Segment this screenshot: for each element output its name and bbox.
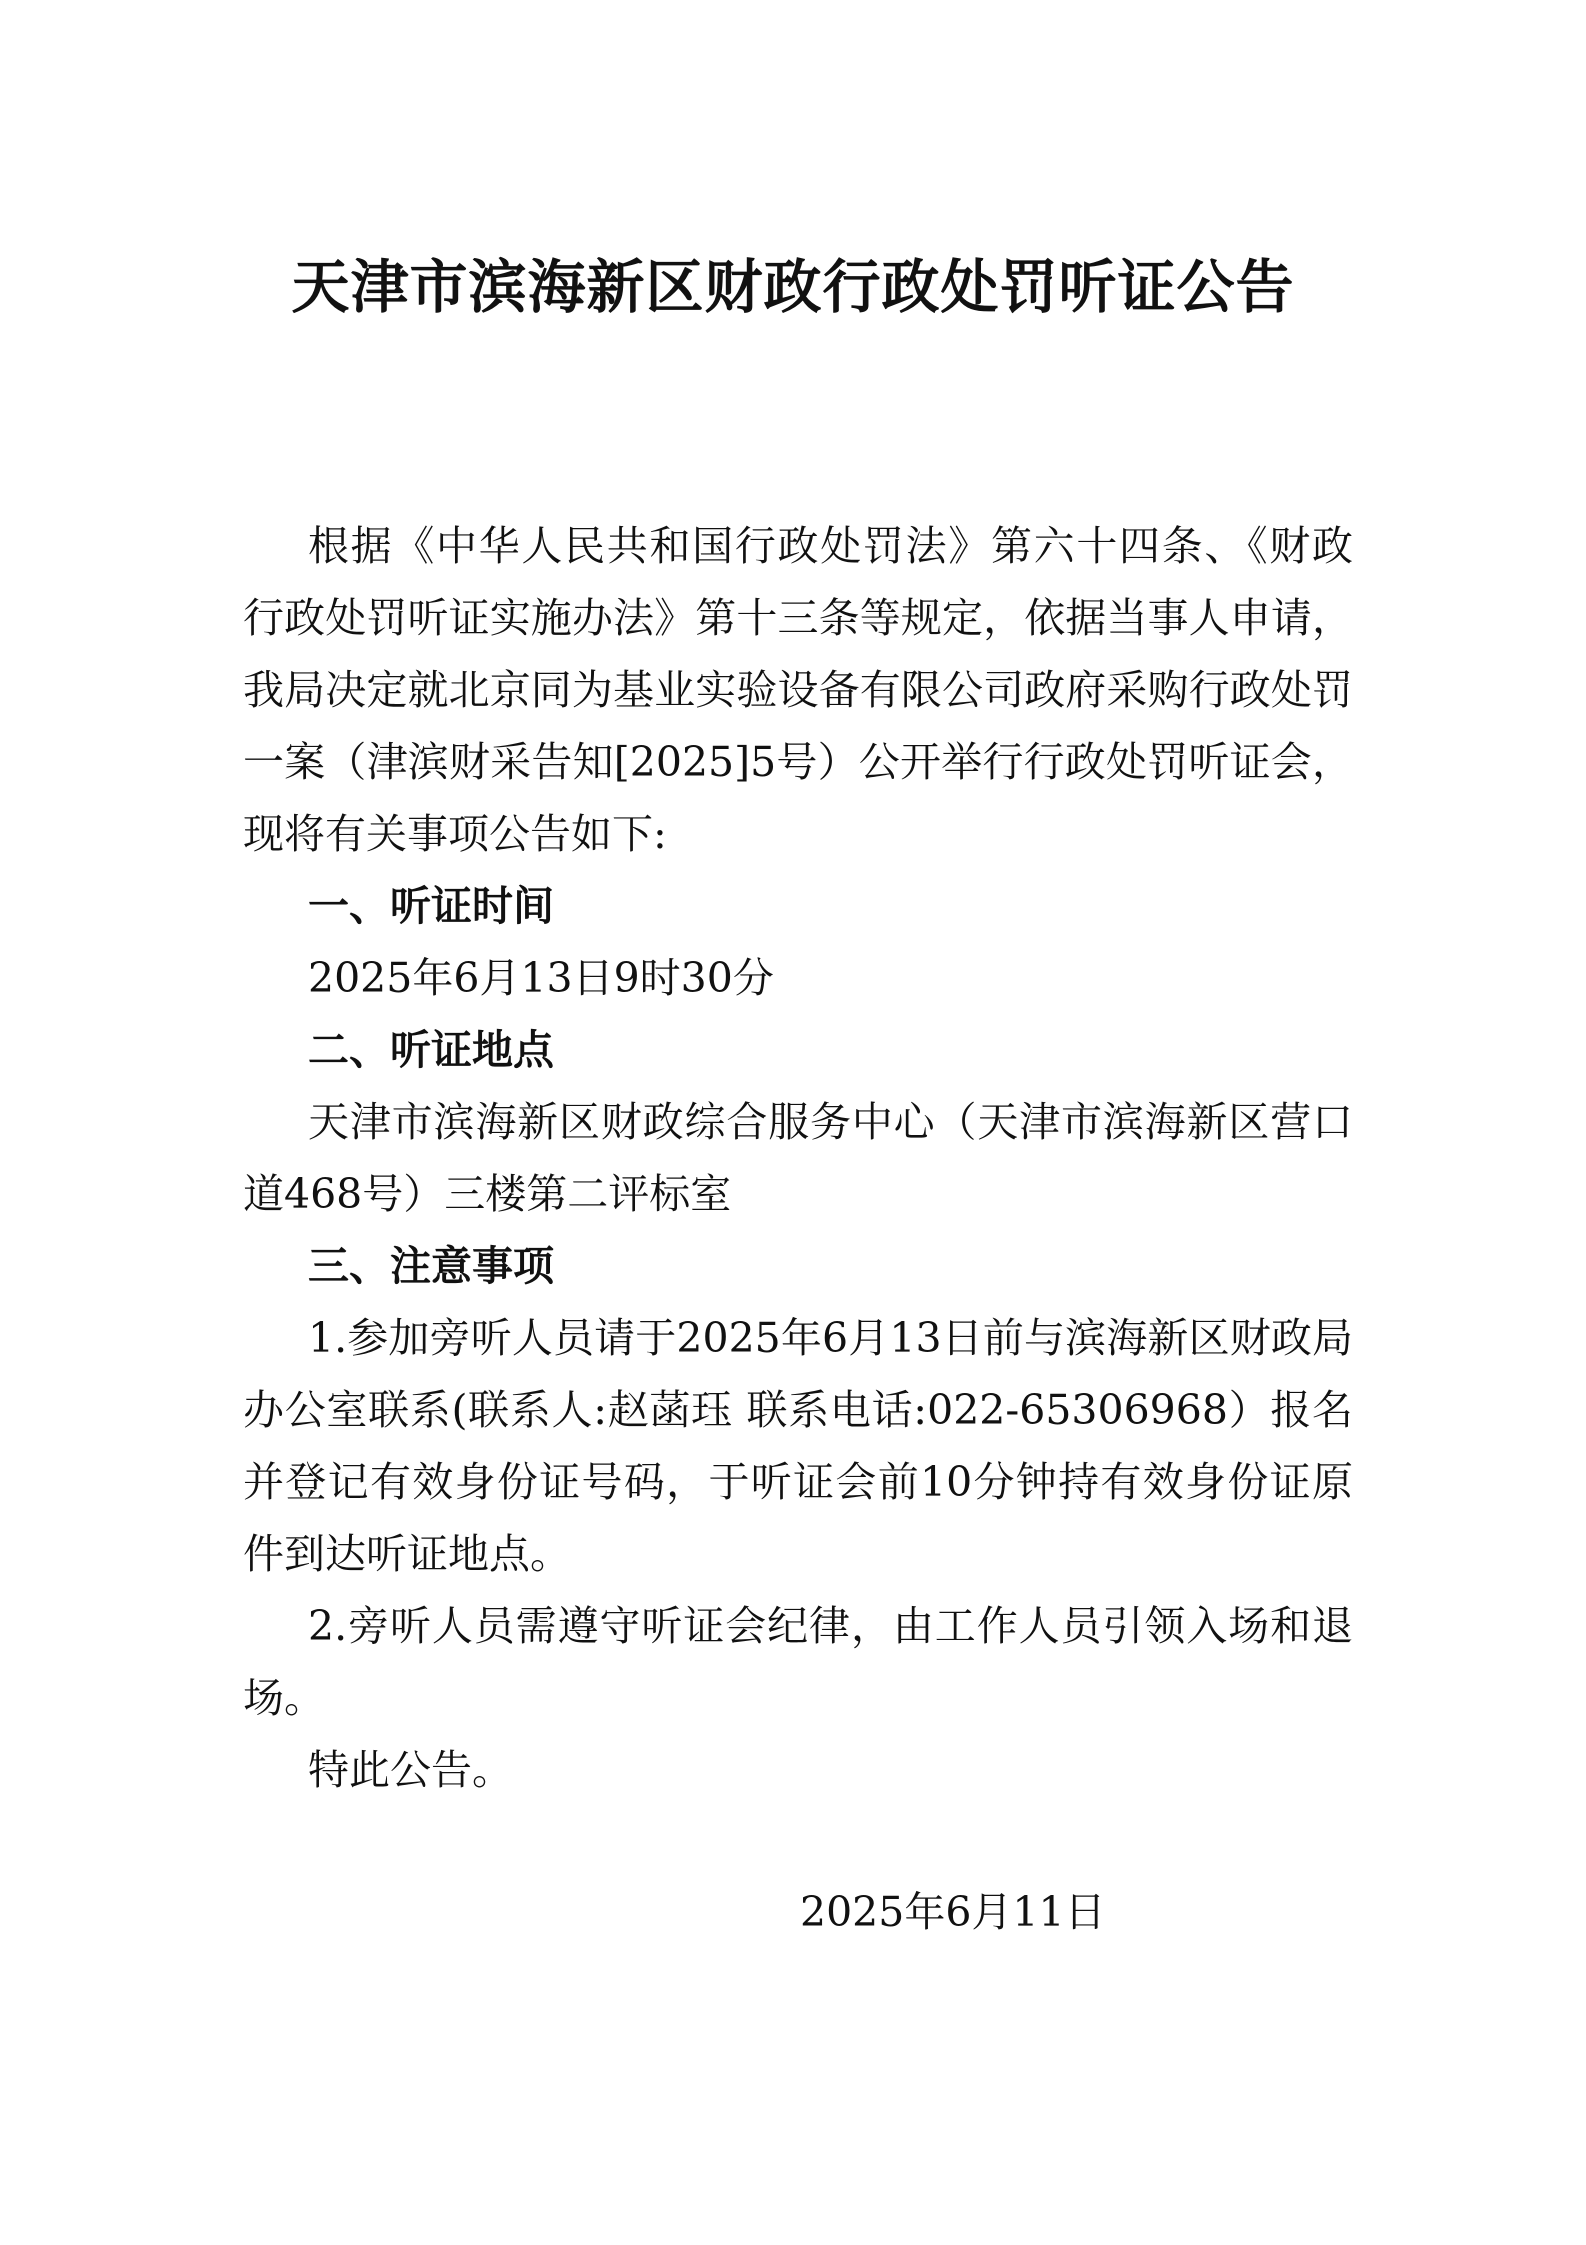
- section-heading-time: 一、听证时间: [308, 882, 554, 930]
- section-heading-notes: 三、注意事项: [308, 1242, 554, 1290]
- issue-date: 2025年6月11日: [800, 1888, 1106, 1936]
- closing-line: 特此公告。: [308, 1746, 513, 1794]
- section-heading-location: 二、听证地点: [308, 1026, 554, 1074]
- document-body: [243, 510, 1353, 1806]
- hearing-time: 2025年6月13日9时30分: [308, 954, 774, 1002]
- intro-paragraph: 根据《中华人民共和国行政处罚法》第六十四条、《财政行政处罚听证实施办法》第十三条等规定，依据当事人申请，我局决定就北京同为基业实验设备有限公司政府采购行政处罚一案（津滨财采告知[2025]5号）公开举行行政处罚听证会，现将有关事项公告如下:: [243, 522, 1353, 858]
- document-title: 天津市滨海新区财政行政处罚听证公告: [291, 253, 1295, 321]
- note-item-1: 1.参加旁听人员请于2025年6月13日前与滨海新区财政局办公室联系(联系人:赵菡珏 联系电话:022-65306968）报名并登记有效身份证号码，于听证会前10分钟持有效身份证原件到达听证地点。: [243, 1314, 1353, 1578]
- hearing-location: 天津市滨海新区财政综合服务中心（天津市滨海新区营口道468号）三楼第二评标室: [243, 1098, 1353, 1218]
- note-item-2: 2.旁听人员需遵守听证会纪律，由工作人员引领入场和退场。: [243, 1602, 1353, 1722]
